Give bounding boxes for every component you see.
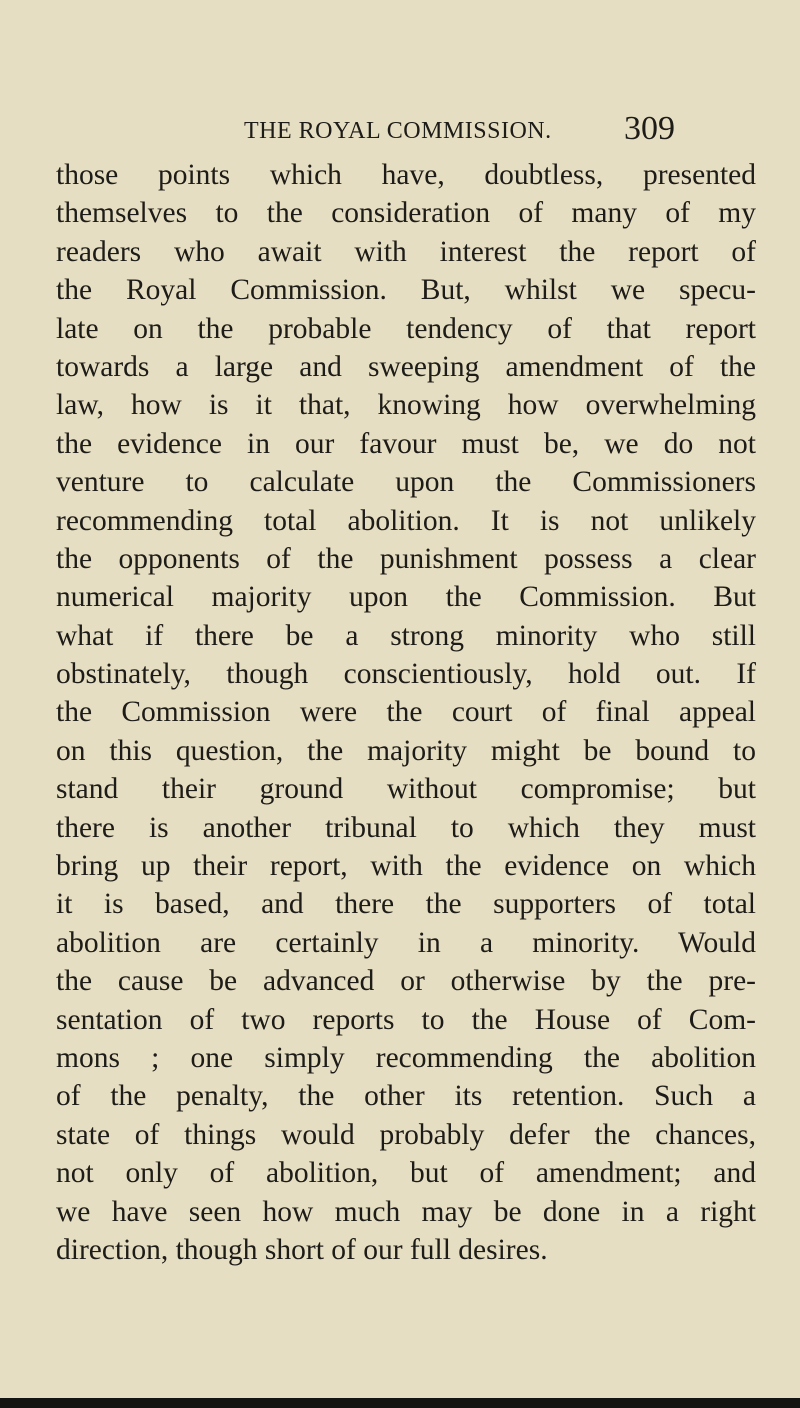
body-paragraph — [56, 156, 756, 1269]
scan-bottom-edge — [0, 1398, 800, 1408]
text-line-last: direction, though short of our full desires. — [56, 1233, 548, 1266]
text-line: we have seen how much may be done in a right — [56, 1195, 756, 1228]
text-line: abolition are certainly in a minority. Would — [56, 926, 756, 959]
text-line: venture to calculate upon the Commissioners — [56, 466, 756, 499]
text-line: it is based, and there the supporters of total — [56, 888, 756, 921]
text-line: towards a large and sweeping amendment of the — [56, 350, 756, 383]
text-line: mons ; one simply recommending the abolition — [56, 1041, 756, 1074]
text-line: on this question, the majority might be bound to — [56, 734, 756, 767]
text-line: recommending total abolition. It is not unlikely — [56, 504, 756, 537]
text-line: not only of abolition, but of amendment; and — [56, 1157, 756, 1190]
text-line: the cause be advanced or otherwise by the pre- — [56, 965, 756, 998]
text-line: stand their ground without compromise; but — [56, 773, 756, 806]
text-line: the opponents of the punishment possess a clear — [56, 542, 756, 575]
text-line: the evidence in our favour must be, we do not — [56, 427, 756, 460]
page-number: 309 — [624, 110, 675, 147]
text-line: those points which have, doubtless, presented — [56, 159, 756, 191]
text-line: numerical majority upon the Commission. But — [56, 581, 756, 614]
text-line: bring up their report, with the evidence on which — [56, 850, 756, 883]
text-line: obstinately, though conscientiously, hold out. If — [56, 658, 756, 691]
text-line: readers who await with interest the report of — [56, 235, 756, 268]
running-title: THE ROYAL COMMISSION. — [244, 118, 552, 144]
text-line: state of things would probably defer the chances, — [56, 1118, 756, 1151]
text-line: the Royal Commission. But, whilst we specu- — [56, 274, 756, 307]
text-line: sentation of two reports to the House of Com- — [56, 1003, 756, 1036]
text-line: late on the probable tendency of that report — [56, 312, 756, 345]
text-line: law, how is it that, knowing how overwhelming — [56, 389, 756, 422]
text-line: the Commission were the court of final appeal — [56, 696, 756, 729]
text-line: of the penalty, the other its retention. Such a — [56, 1080, 756, 1113]
text-line: what if there be a strong minority who still — [56, 619, 756, 652]
text-line: themselves to the consideration of many of my — [56, 197, 756, 230]
running-head — [0, 108, 800, 148]
text-line: there is another tribunal to which they must — [56, 811, 756, 844]
